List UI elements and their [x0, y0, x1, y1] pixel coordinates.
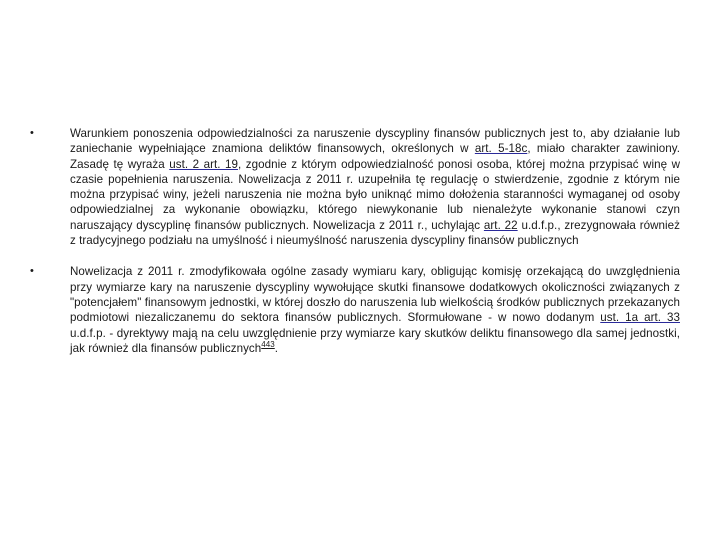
- bullet-icon: •: [30, 127, 34, 139]
- link-ust-2-art-19[interactable]: ust. 2 art. 19: [169, 157, 239, 171]
- text-segment: Nowelizacja z 2011 r. zmodyfikowała ogólne zasady wymiaru kary, obligując komisję orzekającą do uwzględnienia przy wymiarze kary na naruszenie dyscypliny wywołujące skutki finansowe dodatkowych okoliczności związanych z "potencjałem" finansowym jednostki, w której doszło do naruszenia lub wielkością środków publicznych przekazanych podmiotowi niezaliczanemu do sektora finansów publicznych. Sformułowane - w nowo dodanym: [70, 265, 680, 325]
- text-segment: u.d.f.p. - dyrektywy mają na celu uwzględnienie przy wymiarze kary skutków deliktu finansowego dla samej jednostki, jak również dla finansów publicznych: [70, 326, 680, 355]
- bullet-item-penalty: [30, 264, 680, 356]
- text-segment: , miało charakter zawiniony. Zasadę tę wyraża: [70, 142, 680, 171]
- text-segment: Warunkiem ponoszenia odpowiedzialności za naruszenie dyscypliny finansów publicznych jest to, aby działanie lub zaniechanie wypełniające znamiona deliktów finansowych, określonych w: [70, 127, 680, 156]
- bullet-item-culpability: [30, 126, 680, 248]
- bullet-icon: •: [30, 265, 34, 278]
- text-segment: , zgodnie z którym odpowiedzialność ponosi osoba, której można przypisać winę w czasie popełnienia naruszenia. Nowelizacja z 2011 r. uzupełniła tę regulację o stwierdzenie, zgodnie z którym nie można przypisać winy, jeżeli naruszenia nie można było uniknąć mimo dołożenia staranności wymaganej od osoby odpowiedzialnej za wykonanie obowiązku, którego niewykonanie lub nienależyte wykonanie stanowi czyn naruszający dyscyplinę finansów publicznych. Nowelizacja z 2011 r., uchylając: [70, 157, 680, 232]
- text-segment: .: [274, 341, 279, 355]
- footnote-ref[interactable]: 443: [261, 340, 275, 349]
- link-art-22[interactable]: art. 22: [483, 218, 518, 232]
- bullet-list: [30, 126, 680, 372]
- text-segment: u.d.f.p., zrezygnowała również z tradycyjnego podziału na umyślność i nieumyślność naruszenia dyscypliny finansów publicznych: [70, 218, 680, 248]
- link-ust-1a-art-33[interactable]: ust. 1a art. 33: [600, 311, 680, 325]
- link-art-5-18c[interactable]: art. 5-18c: [474, 142, 528, 156]
